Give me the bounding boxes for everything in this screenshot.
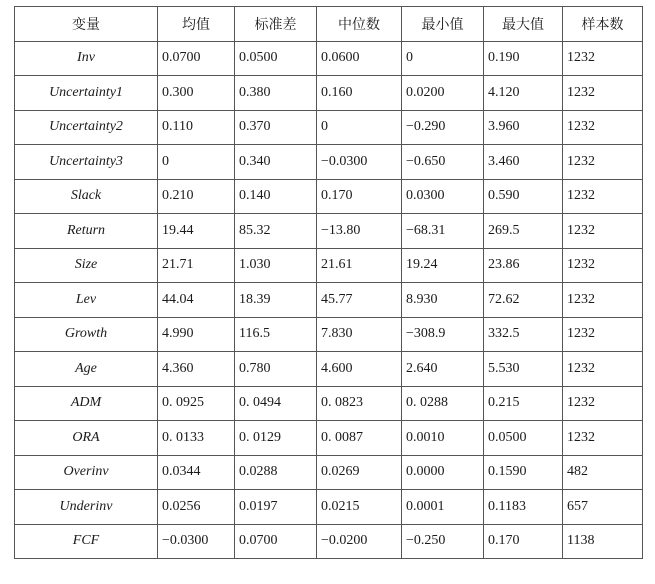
cell-max: 0.1183 — [484, 490, 563, 525]
cell-median: −13.80 — [317, 214, 402, 249]
cell-min: 8.930 — [402, 283, 484, 318]
cell-std-dev: 18.39 — [235, 283, 317, 318]
cell-variable: Size — [15, 248, 158, 283]
cell-std-dev: 0.0700 — [235, 524, 317, 559]
cell-sample-count: 1232 — [563, 76, 643, 111]
cell-variable: ADM — [15, 386, 158, 421]
cell-variable: Uncertainty3 — [15, 145, 158, 180]
cell-variable: Overinv — [15, 455, 158, 490]
descriptive-statistics-table — [14, 6, 643, 559]
cell-median: 7.830 — [317, 317, 402, 352]
cell-min: 0.0300 — [402, 179, 484, 214]
cell-std-dev: 0.0197 — [235, 490, 317, 525]
cell-sample-count: 1232 — [563, 352, 643, 387]
cell-max: 5.530 — [484, 352, 563, 387]
table-row — [15, 352, 643, 387]
cell-mean: 0.110 — [158, 110, 235, 145]
cell-sample-count: 1138 — [563, 524, 643, 559]
cell-sample-count: 482 — [563, 455, 643, 490]
cell-mean: 0.0700 — [158, 41, 235, 76]
cell-sample-count: 1232 — [563, 145, 643, 180]
cell-min: 0 — [402, 41, 484, 76]
cell-mean: 4.360 — [158, 352, 235, 387]
table-row — [15, 110, 643, 145]
cell-variable: Return — [15, 214, 158, 249]
header-min: 最小值 — [402, 7, 484, 42]
cell-max: 0.1590 — [484, 455, 563, 490]
cell-median: −0.0300 — [317, 145, 402, 180]
table-body — [15, 41, 643, 559]
cell-median: 0.170 — [317, 179, 402, 214]
cell-mean: 0. 0925 — [158, 386, 235, 421]
cell-mean: 0 — [158, 145, 235, 180]
cell-min: −0.250 — [402, 524, 484, 559]
cell-variable: Lev — [15, 283, 158, 318]
cell-median: 0.160 — [317, 76, 402, 111]
cell-mean: 44.04 — [158, 283, 235, 318]
cell-sample-count: 1232 — [563, 41, 643, 76]
cell-max: 0.0500 — [484, 421, 563, 456]
cell-median: 0.0600 — [317, 41, 402, 76]
cell-variable: FCF — [15, 524, 158, 559]
cell-std-dev: 0.140 — [235, 179, 317, 214]
header-sample-count: 样本数 — [563, 7, 643, 42]
header-max: 最大值 — [484, 7, 563, 42]
cell-std-dev: 85.32 — [235, 214, 317, 249]
cell-max: 0.590 — [484, 179, 563, 214]
cell-max: 72.62 — [484, 283, 563, 318]
cell-sample-count: 1232 — [563, 110, 643, 145]
cell-min: 0.0000 — [402, 455, 484, 490]
cell-median: 4.600 — [317, 352, 402, 387]
cell-min: −0.650 — [402, 145, 484, 180]
table-row — [15, 490, 643, 525]
cell-median: 0 — [317, 110, 402, 145]
cell-std-dev: 0.380 — [235, 76, 317, 111]
table-row — [15, 179, 643, 214]
cell-std-dev: 0.0500 — [235, 41, 317, 76]
cell-mean: 4.990 — [158, 317, 235, 352]
cell-mean: 19.44 — [158, 214, 235, 249]
cell-median: 0.0269 — [317, 455, 402, 490]
cell-max: 0.215 — [484, 386, 563, 421]
cell-min: −308.9 — [402, 317, 484, 352]
cell-median: 45.77 — [317, 283, 402, 318]
header-median: 中位数 — [317, 7, 402, 42]
cell-min: −68.31 — [402, 214, 484, 249]
cell-variable: Slack — [15, 179, 158, 214]
cell-variable: Inv — [15, 41, 158, 76]
cell-max: 4.120 — [484, 76, 563, 111]
cell-max: 3.460 — [484, 145, 563, 180]
cell-std-dev: 1.030 — [235, 248, 317, 283]
cell-median: 21.61 — [317, 248, 402, 283]
cell-mean: −0.0300 — [158, 524, 235, 559]
cell-sample-count: 657 — [563, 490, 643, 525]
cell-min: 0.0200 — [402, 76, 484, 111]
cell-max: 0.190 — [484, 41, 563, 76]
cell-min: 19.24 — [402, 248, 484, 283]
cell-std-dev: 116.5 — [235, 317, 317, 352]
cell-min: 0.0001 — [402, 490, 484, 525]
cell-median: 0.0215 — [317, 490, 402, 525]
table-row — [15, 145, 643, 180]
cell-sample-count: 1232 — [563, 248, 643, 283]
cell-sample-count: 1232 — [563, 421, 643, 456]
cell-max: 0.170 — [484, 524, 563, 559]
cell-std-dev: 0.340 — [235, 145, 317, 180]
cell-std-dev: 0.780 — [235, 352, 317, 387]
cell-max: 23.86 — [484, 248, 563, 283]
cell-mean: 0.0256 — [158, 490, 235, 525]
cell-sample-count: 1232 — [563, 214, 643, 249]
table-row — [15, 248, 643, 283]
table-row — [15, 386, 643, 421]
table-row — [15, 524, 643, 559]
cell-mean: 0.300 — [158, 76, 235, 111]
cell-min: 2.640 — [402, 352, 484, 387]
cell-variable: Uncertainty1 — [15, 76, 158, 111]
cell-max: 332.5 — [484, 317, 563, 352]
cell-mean: 21.71 — [158, 248, 235, 283]
table-row — [15, 317, 643, 352]
cell-std-dev: 0. 0129 — [235, 421, 317, 456]
table-header-row — [15, 7, 643, 42]
table-row — [15, 41, 643, 76]
cell-mean: 0. 0133 — [158, 421, 235, 456]
cell-std-dev: 0.0288 — [235, 455, 317, 490]
cell-median: 0. 0823 — [317, 386, 402, 421]
cell-sample-count: 1232 — [563, 179, 643, 214]
cell-std-dev: 0.370 — [235, 110, 317, 145]
cell-max: 3.960 — [484, 110, 563, 145]
cell-variable: Growth — [15, 317, 158, 352]
cell-variable: Uncertainty2 — [15, 110, 158, 145]
cell-mean: 0.210 — [158, 179, 235, 214]
cell-sample-count: 1232 — [563, 283, 643, 318]
cell-sample-count: 1232 — [563, 317, 643, 352]
table-row — [15, 455, 643, 490]
table-row — [15, 421, 643, 456]
table-row — [15, 283, 643, 318]
cell-variable: Age — [15, 352, 158, 387]
cell-min: −0.290 — [402, 110, 484, 145]
table-row — [15, 76, 643, 111]
cell-variable: Underinv — [15, 490, 158, 525]
cell-std-dev: 0. 0494 — [235, 386, 317, 421]
header-mean: 均值 — [158, 7, 235, 42]
header-std-dev: 标准差 — [235, 7, 317, 42]
header-variable: 变量 — [15, 7, 158, 42]
cell-median: −0.0200 — [317, 524, 402, 559]
cell-variable: ORA — [15, 421, 158, 456]
table-row — [15, 214, 643, 249]
cell-sample-count: 1232 — [563, 386, 643, 421]
cell-max: 269.5 — [484, 214, 563, 249]
cell-min: 0.0010 — [402, 421, 484, 456]
cell-median: 0. 0087 — [317, 421, 402, 456]
cell-min: 0. 0288 — [402, 386, 484, 421]
cell-mean: 0.0344 — [158, 455, 235, 490]
